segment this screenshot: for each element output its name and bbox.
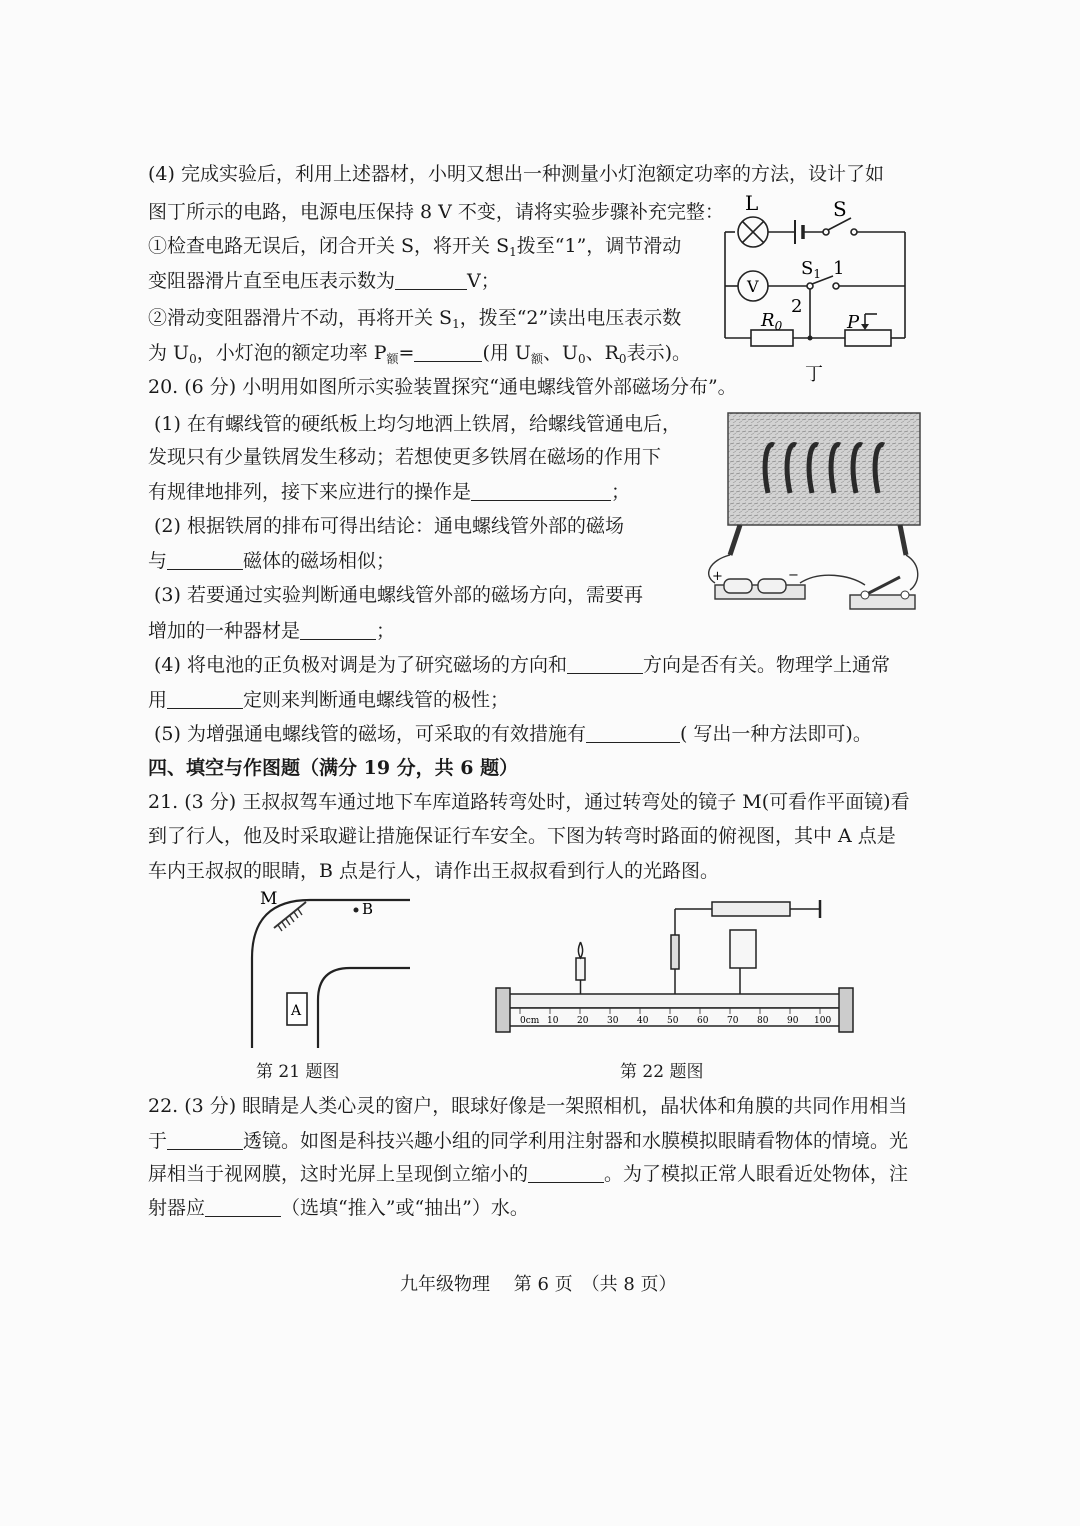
ruler-label: 60 (697, 1016, 709, 1026)
solenoid-apparatus (700, 405, 930, 617)
q20-p1-line3: 有规律地排列，接下来应进行的操作是 ； (148, 481, 631, 503)
answer-blank-device[interactable] (300, 619, 376, 640)
section4-title: 四、填空与作图题（满分 19 分，共 6 题） (148, 757, 519, 779)
battery-icon (758, 579, 786, 593)
label-L: L (745, 191, 759, 215)
ruler-label: 100 (814, 1016, 832, 1026)
q20-p3-line2: 增加的一种器材是 ； (148, 620, 396, 642)
q20-p2-line2: 与 磁体的磁场相似； (148, 550, 396, 572)
label-plus: + (712, 569, 723, 584)
ruler-label: 40 (637, 1016, 649, 1026)
q22-line2: 于 透镜。如图是科技兴趣小组的同学利用注射器和水膜模拟眼睛看物体的情境。光 (148, 1130, 909, 1152)
label-V: V (747, 277, 759, 296)
label-A: A (291, 1003, 302, 1019)
label-B: B (362, 900, 374, 918)
ruler-label: 30 (607, 1016, 619, 1026)
q20-p5-line: (5) 为增强通电螺线管的磁场，可采取的有效措施有 ( 写出一种方法即可)。 (154, 723, 872, 745)
circuit-caption: 丁 (805, 364, 823, 385)
label-P: P (847, 312, 860, 333)
answer-blank-magnet[interactable] (167, 549, 243, 570)
answer-blank-voltage[interactable] (395, 269, 467, 290)
candle-icon (576, 958, 585, 980)
q22-line3: 屏相当于视网膜，这时光屏上呈现倒立缩小的 。为了模拟正常人眼看近处物体，注 (148, 1163, 909, 1185)
q20-p3-line1: (3) 若要通过实验判断通电螺线管外部的磁场方向，需要再 (154, 584, 643, 606)
label-minus: − (788, 568, 799, 583)
q22-optical-bench (490, 890, 865, 1048)
label-M: M (260, 889, 278, 909)
page-footer: 九年级物理 第 6 页 （共 8 页） (400, 1274, 677, 1295)
answer-blank-power[interactable] (414, 341, 482, 362)
label-2: 2 (791, 296, 803, 317)
battery-icon (724, 579, 752, 593)
q22-line4: 射器应 （选填“推入”或“抽出”）水。 (148, 1197, 529, 1219)
q20-p2-line1: (2) 根据铁屑的排布可得出结论：通电螺线管外部的磁场 (154, 515, 624, 537)
ruler-label: 80 (757, 1016, 769, 1026)
resistor-r0 (751, 330, 793, 346)
answer-blank-image[interactable] (528, 1162, 604, 1183)
q19-p4-line1: (4) 完成实验后，利用上述器材，小明又想出一种测量小灯泡额定功率的方法，设计了如 (148, 163, 884, 185)
label-S: S (833, 197, 847, 221)
q20-title: 20. (6 分) 小明用如图所示实验装置探究“通电螺线管外部磁场分布”。 (148, 376, 737, 398)
road-inner-edge (318, 968, 410, 1048)
answer-blank-syringe[interactable] (205, 1196, 281, 1217)
ruler-label: 0cm (520, 1016, 540, 1026)
q20-p1-line2: 发现只有少量铁屑发生移动；若想使更多铁屑在磁场的作用下 (148, 446, 662, 468)
q19-step1-line1: ①检查电路无误后，闭合开关 S，将开关 $S_1$拨至“1”，调节滑动 (148, 235, 682, 259)
ruler-label: 70 (727, 1016, 739, 1026)
ruler-label: 50 (667, 1016, 679, 1026)
q20-p1-line1: (1) 在有螺线管的硬纸板上均匀地洒上铁屑，给螺线管通电后， (154, 413, 681, 435)
water-lens-icon (671, 935, 679, 969)
label-S1: $S_1$ (801, 258, 821, 281)
q20-p4-line1: (4) 将电池的正负极对调是为了研究磁场的方向和 方向是否有关。物理学上通常 (154, 654, 890, 676)
answer-blank-lens[interactable] (167, 1129, 243, 1150)
answer-blank-direction[interactable] (567, 653, 643, 674)
answer-blank-measure[interactable] (586, 722, 680, 743)
ruler-label: 20 (577, 1016, 589, 1026)
label-R0: $R_0$ (761, 310, 783, 333)
q19-p4-line2: 图丁所示的电路，电源电压保持 8 V 不变，请将实验步骤补充完整： (148, 201, 724, 223)
point-B (354, 908, 359, 913)
q21-line2: 到了行人，他及时采取避让措施保证行车安全。下图为转弯时路面的俯视图，其中 A 点是 (148, 825, 896, 847)
q21-caption: 第 21 题图 (256, 1062, 340, 1082)
q19-step1-line2: 变阻器滑片直至电压表示数为 V； (148, 270, 500, 292)
label-1: 1 (833, 258, 845, 279)
answer-blank-rule[interactable] (167, 688, 243, 709)
syringe-icon (712, 902, 790, 916)
answer-blank-operation[interactable] (471, 480, 611, 501)
road-outer-edge (252, 900, 410, 1048)
q21-figure-road (240, 888, 415, 1050)
ruler-label: 90 (787, 1016, 799, 1026)
q21-line3: 车内王叔叔的眼睛，B 点是行人，请作出王叔叔看到行人的光路图。 (148, 860, 720, 882)
ruler-label: 10 (547, 1016, 559, 1026)
q22-line1: 22. (3 分) 眼睛是人类心灵的窗户，眼球好像是一架照相机，晶状体和角膜的共同作用相当 (148, 1095, 908, 1117)
q19-step2-line2: 为 $U_0$，小灯泡的额定功率 $P_额=$ (用 $U_额$、$U_0$、$R_0$表示)。 (148, 342, 691, 366)
cardboard-board (728, 413, 920, 525)
q20-p4-line2: 用 定则来判断通电螺线管的极性； (148, 689, 510, 711)
circuit-diagram-ding (715, 188, 920, 393)
q21-line1: 21. (3 分) 王叔叔驾车通过地下车库道路转弯处时，通过转弯处的镜子 M(可看作平面镜)看 (148, 791, 910, 813)
switch-knife-icon (865, 577, 900, 595)
q22-caption: 第 22 题图 (620, 1062, 704, 1082)
q19-step2-line1: ②滑动变阻器滑片不动，再将开关 $S_1$，拨至“2”读出电压表示数 (148, 307, 682, 331)
light-screen-icon (730, 930, 756, 968)
